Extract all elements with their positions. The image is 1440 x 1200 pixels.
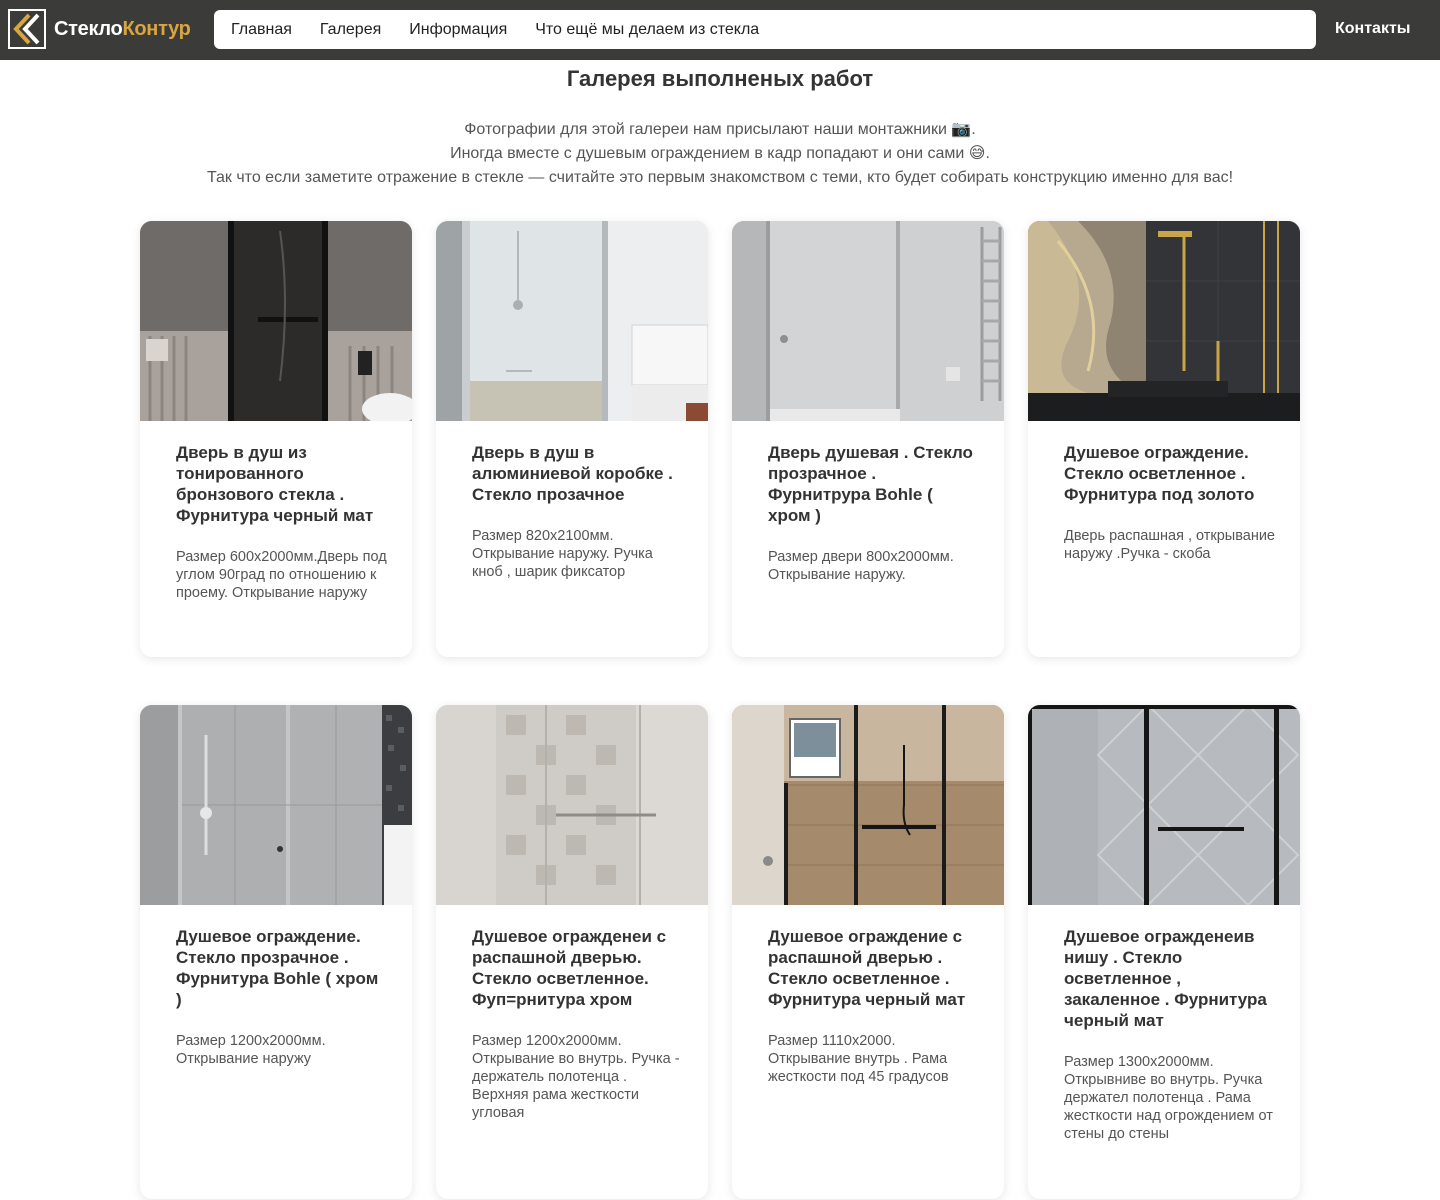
intro-line: Фотографии для этой галереи нам присылают наши монтажники 📷. (464, 121, 976, 138)
gallery-card[interactable] (436, 705, 708, 1199)
main-nav (214, 10, 1316, 49)
card-photo (436, 705, 708, 905)
nav-link-home[interactable]: Главная (231, 20, 292, 38)
card-photo (732, 221, 1004, 421)
gallery-card[interactable] (1028, 705, 1300, 1199)
nav-link-gallery[interactable]: Галерея (319, 20, 382, 38)
card-photo (436, 221, 708, 421)
logo-text: СтеклоКонтур (54, 17, 191, 40)
nav-link-other-glass[interactable]: Что ещё мы делаем из стекла (535, 20, 760, 38)
card-photo (140, 221, 412, 421)
card-description: Размер двери 800х2000мм. Открывание наружу. (768, 549, 954, 583)
card-description: Размер 1300х2000мм. Открывниве во внутрь. Ручка держател полотенца . Рама жесткости над огрождением от стены до стены (1064, 1054, 1273, 1142)
card-description: Размер 600х2000мм.Дверь под углом 90град по отношению к проему. Открывание наружу (176, 549, 387, 601)
card-photo (732, 705, 1004, 905)
nav-link-info[interactable]: Информация (409, 20, 508, 38)
card-title: Душевое огражденеив нишу . Стекло осветленное , закаленное . Фурнитура черный мат (1064, 927, 1267, 1030)
gallery-card[interactable] (732, 221, 1004, 657)
page-title: Галерея выполненых работ (566, 66, 874, 91)
card-description: Размер 1110х2000. Открывание внутрь . Рама жесткости под 45 градусов (768, 1033, 949, 1085)
card-photo (140, 705, 412, 905)
site-logo[interactable] (8, 9, 191, 49)
card-title: Душевое ограждение. Стекло прозрачное . Фурнитура Bohle ( хром ) (176, 927, 379, 1009)
card-title: Душевое огражденеи с распашной дверью. Стекло осветленное. Фуп=рнитура хром (472, 927, 667, 1009)
gallery-card[interactable] (140, 705, 412, 1199)
gallery-card[interactable] (1028, 221, 1300, 657)
top-navbar (0, 0, 1440, 60)
card-description: Размер 1200х2000мм. Открывание во внутрь. Ручка - держатель полотенца . Верхняя рама жесткости угловая (472, 1033, 680, 1121)
intro-line: Иногда вместе с душевым ограждением в кадр попадают и они сами 😅. (450, 145, 990, 162)
card-photo (1028, 705, 1300, 905)
gallery-card[interactable] (140, 221, 412, 657)
logo-mark-icon (8, 9, 46, 49)
card-description: Дверь распашная , открывание наружу .Ручка - скоба (1064, 528, 1276, 562)
card-description: Размер 820х2100мм. Открывание наружу. Ручка кноб , шарик фиксатор (472, 528, 653, 580)
card-title: Дверь в душ из тонированного бронзового стекла . Фурнитура черный мат (176, 443, 374, 525)
card-title: Душевое ограждение с распашной дверью . Стекло осветленное . Фурнитура черный мат (768, 927, 966, 1009)
nav-link-contacts[interactable]: Контакты (1335, 20, 1411, 37)
intro-line: Так что если заметите отражение в стекле — считайте это первым знакомством с теми, кто будет собирать конструкцию именно для вас! (206, 169, 1234, 186)
card-photo (1028, 221, 1300, 421)
gallery-intro (0, 118, 1440, 190)
gallery-grid (140, 221, 1300, 1199)
card-title: Душевое ограждение. Стекло осветленное . Фурнитура под золото (1064, 443, 1255, 504)
card-title: Дверь душевая . Стекло прозрачное . Фурнитрура Bohle ( хром ) (768, 443, 973, 525)
gallery-card[interactable] (732, 705, 1004, 1199)
gallery-card[interactable] (436, 221, 708, 657)
card-description: Размер 1200х2000мм. Открывание наружу (176, 1033, 326, 1067)
card-title: Дверь в душ в алюминиевой коробке . Стекло прозачное (472, 443, 673, 504)
